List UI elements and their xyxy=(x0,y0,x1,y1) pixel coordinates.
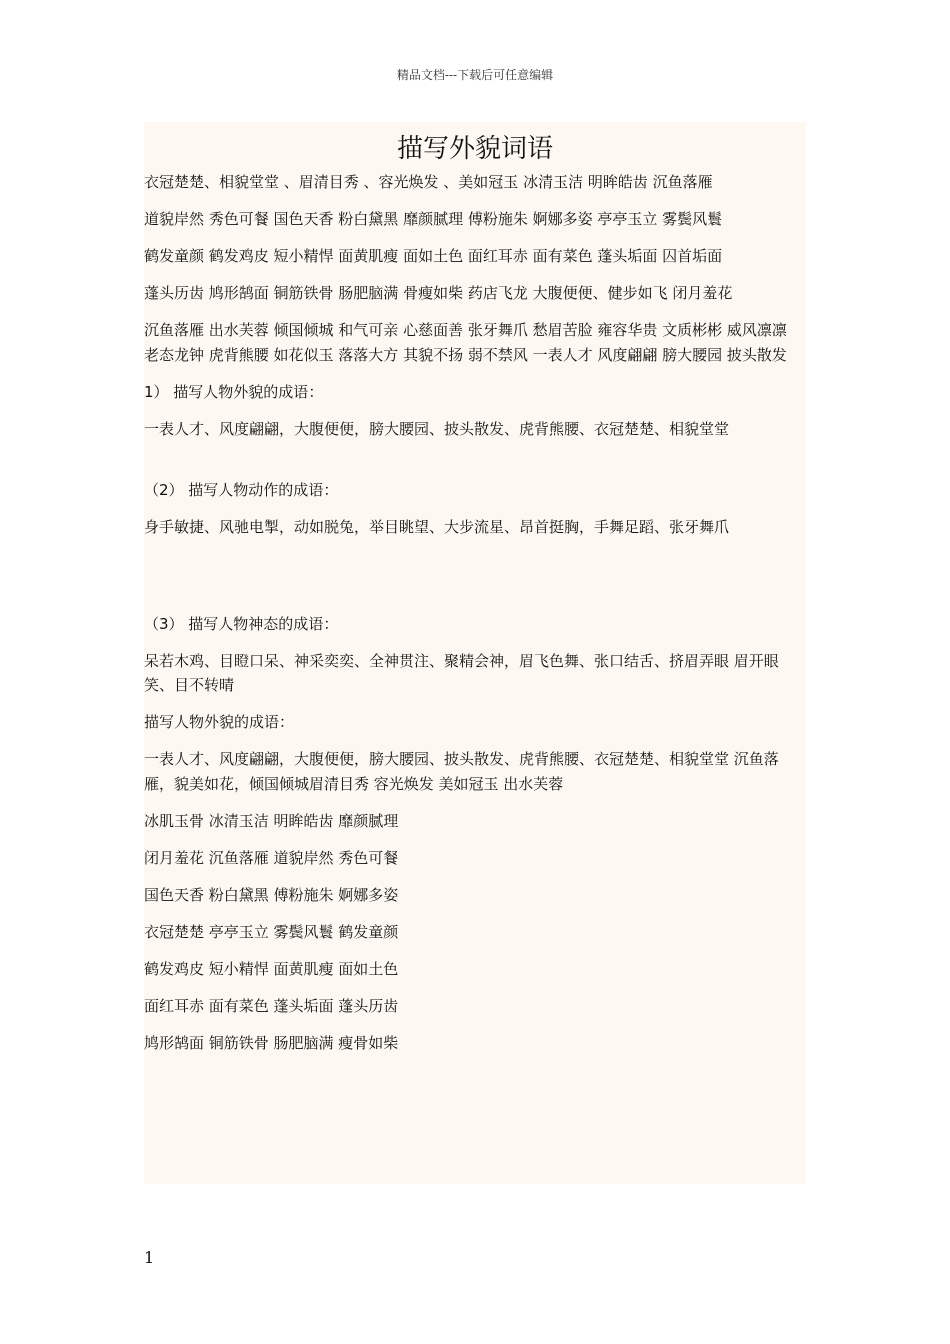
idiom-row: 鸠形鹄面 铜筋铁骨 肠肥脑满 瘦骨如柴 xyxy=(144,1033,399,1052)
paragraph: 道貌岸然 秀色可餐 国色天香 粉白黛黑 靡颜腻理 傅粉施朱 婀娜多姿 亭亭玉立 雾鬓风鬟 xyxy=(144,210,723,228)
paragraph: 鹤发童颜 鹤发鸡皮 短小精悍 面黄肌瘦 面如土色 面红耳赤 面有菜色 蓬头垢面 囚首垢面 xyxy=(144,247,723,265)
section-heading-appearance: 1） 描写人物外貌的成语： xyxy=(144,382,324,401)
blank-line xyxy=(144,552,806,612)
paragraph: 一表人才、风度翩翩，大腹便便，膀大腰园、披头散发、虎背熊腰、衣冠楚楚、相貌堂堂 xyxy=(144,419,730,438)
idiom-row: 鹤发鸡皮 短小精悍 面黄肌瘦 面如土色 xyxy=(144,959,399,978)
paragraph: 一表人才、风度翩翩，大腹便便，膀大腰园、披头散发、虎背熊腰、衣冠楚楚、相貌堂堂 沉鱼落雁，貌美如花，倾国倾城眉清目秀 容光焕发 美如冠玉 出水芙蓉 xyxy=(144,750,779,793)
paragraph: 呆若木鸡、目瞪口呆、神采奕奕、全神贯注、聚精会神，眉飞色舞、张口结舌、挤眉弄眼 眉开眼笑、目不转晴 xyxy=(144,651,779,694)
section-heading-appearance-2: 描写人物外貌的成语： xyxy=(144,713,295,731)
paragraph: 衣冠楚楚、相貌堂堂 、眉清目秀 、容光焕发 、美如冠玉 冰清玉洁 明眸皓齿 沉鱼落雁 xyxy=(144,173,713,191)
section-heading-action: （2） 描写人物动作的成语： xyxy=(144,480,339,499)
blank-line xyxy=(144,454,806,478)
page-header: 精品文档---下载后可任意编辑 xyxy=(396,68,554,82)
page-number: 1 xyxy=(144,1248,155,1267)
paragraph: 蓬头历齿 鸠形鹄面 铜筋铁骨 肠肥脑满 骨瘦如柴 药店飞龙 大腹便便、健步如飞 闭月羞花 xyxy=(144,284,733,302)
idiom-row: 闭月羞花 沉鱼落雁 道貌岸然 秀色可餐 xyxy=(144,848,399,867)
section-heading-expression: （3） 描写人物神态的成语： xyxy=(144,614,339,633)
paragraph: 沉鱼落雁 出水芙蓉 倾国倾城 和气可亲 心慈面善 张牙舞爪 愁眉苦脸 雍容华贵 文质彬彬 威风凛凛 老态龙钟 虎背熊腰 如花似玉 落落大方 其貌不扬 弱不禁风 一表人才 风度翩翩 膀大腰园 披头散发 xyxy=(144,321,787,364)
idiom-row: 衣冠楚楚 亭亭玉立 雾鬓风鬟 鹤发童颜 xyxy=(144,922,399,941)
idiom-row: 冰肌玉骨 冰清玉洁 明眸皓齿 靡颜腻理 xyxy=(144,811,399,830)
document-body xyxy=(144,122,806,1184)
paragraph: 身手敏捷、风驰电掣，动如脱兔，举目眺望、大步流星、昂首挺胸，手舞足蹈、张牙舞爪 xyxy=(144,517,730,536)
idiom-row: 面红耳赤 面有菜色 蓬头垢面 蓬头历齿 xyxy=(144,996,399,1015)
document-title: 描写外貌词语 xyxy=(396,134,553,164)
idiom-row: 国色天香 粉白黛黑 傅粉施朱 婀娜多姿 xyxy=(144,885,399,904)
